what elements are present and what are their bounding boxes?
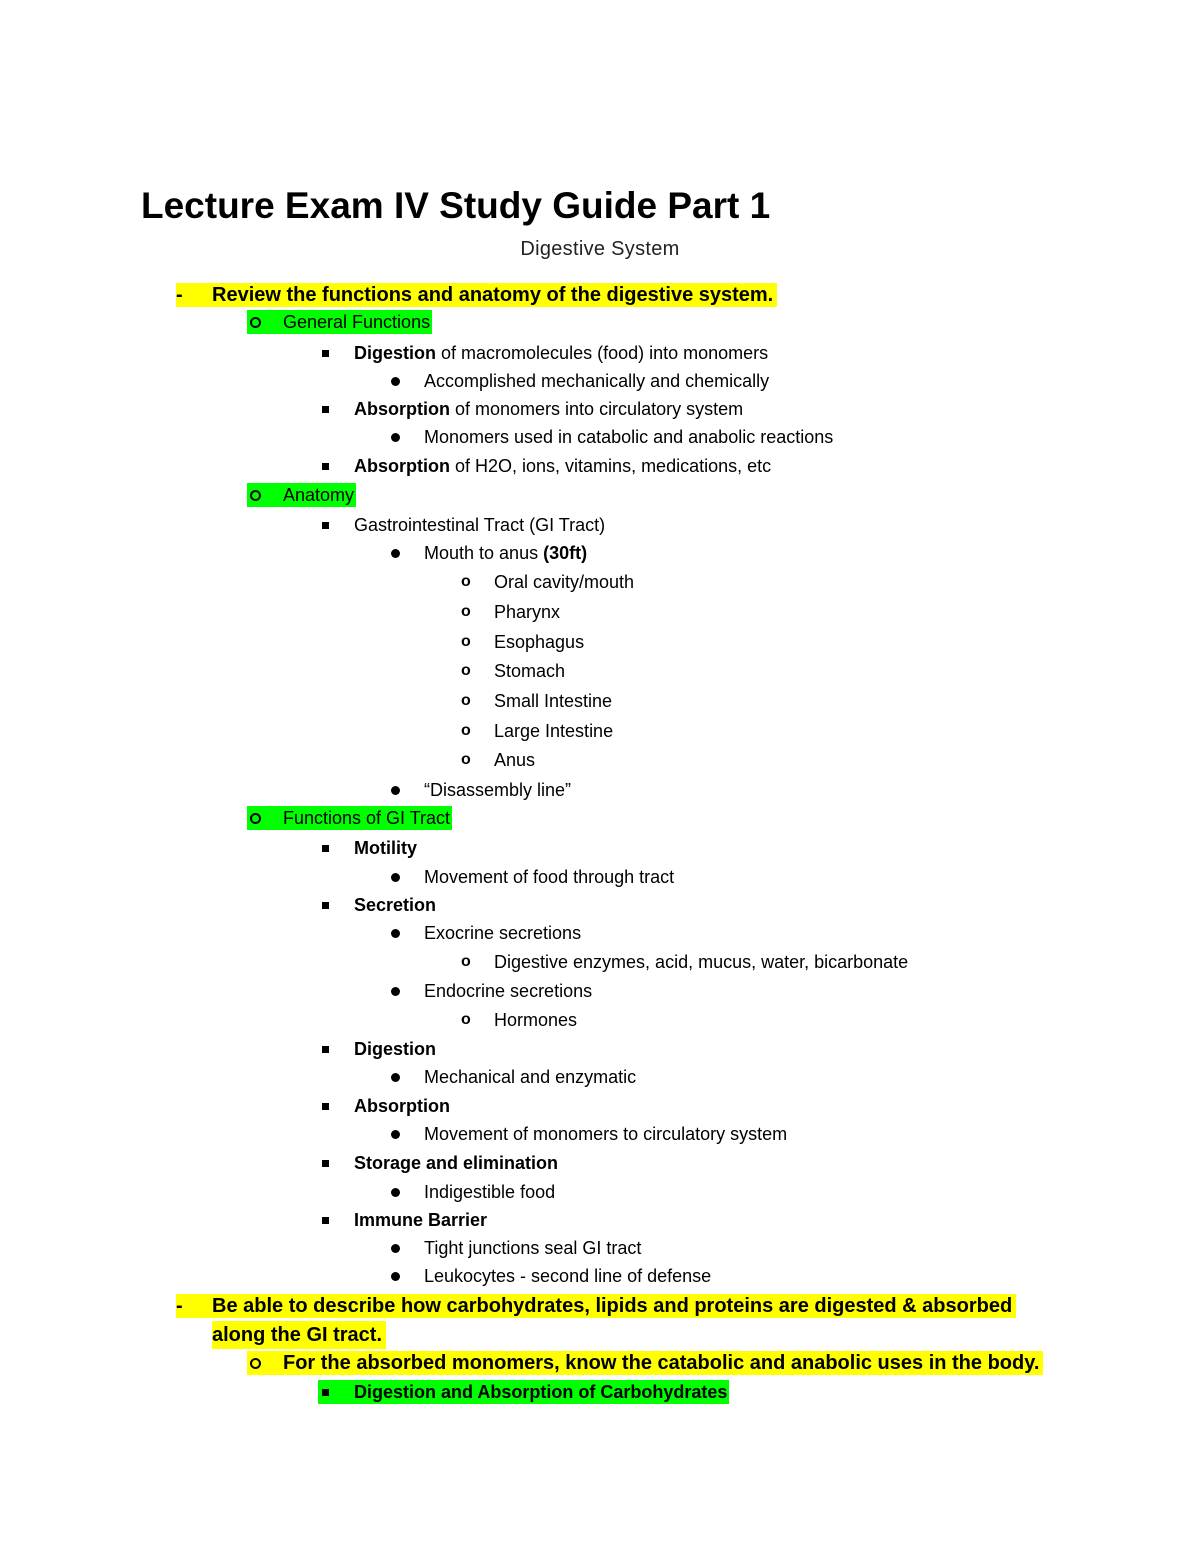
circle-bullet-icon <box>247 1358 283 1369</box>
dot-bullet-icon <box>388 433 424 442</box>
list-item <box>388 1180 555 1204</box>
list-item-text: Small Intestine <box>494 691 613 711</box>
square-bullet-icon <box>318 902 354 909</box>
list-item-text: Gastrointestinal Tract (GI Tract) <box>354 515 606 535</box>
term-bold: (30ft) <box>543 543 588 563</box>
o-bullet-icon: o <box>461 662 471 679</box>
term-bold: Immune Barrier <box>354 1210 488 1230</box>
list-item <box>318 341 768 365</box>
section-heading: Digestion and Absorption of Carbohydrates <box>354 1382 728 1402</box>
list-item-text: Pharynx <box>494 602 561 622</box>
list-item <box>388 1122 787 1146</box>
list-item-text: Tight junctions seal GI tract <box>424 1238 642 1258</box>
list-item-text: Leukocytes - second line of defense <box>424 1266 712 1286</box>
list-item-text: Hormones <box>494 1010 578 1030</box>
list-item-text: Anus <box>494 750 536 770</box>
dash-bullet-icon: - <box>176 284 183 306</box>
list-item <box>458 689 612 713</box>
list-item <box>388 865 674 889</box>
list-item-text: Oral cavity/mouth <box>494 572 635 592</box>
term-bold: Digestion <box>354 343 437 363</box>
o-bullet-icon: o <box>461 953 471 970</box>
list-item <box>318 397 743 421</box>
term-bold: digested & absorbed <box>814 1295 1013 1317</box>
list-item <box>458 719 613 743</box>
circle-bullet-icon <box>247 317 283 328</box>
list-item <box>458 950 908 974</box>
list-item <box>318 893 436 917</box>
list-item-text: Stomach <box>494 661 566 681</box>
term-bold: Secretion <box>354 895 437 915</box>
list-item-text: Mouth to anus <box>424 543 544 563</box>
term-detail: of H2O, ions, vitamins, medications, etc <box>450 456 772 476</box>
section-heading: Anatomy <box>283 485 355 505</box>
list-item <box>176 1294 1016 1318</box>
list-item <box>388 979 592 1003</box>
list-item-text: Mechanical and enzymatic <box>424 1067 637 1087</box>
dot-bullet-icon <box>388 1073 424 1082</box>
list-item-text: Monomers used in catabolic and anabolic reactions <box>424 427 834 447</box>
list-item <box>318 1094 450 1118</box>
square-bullet-icon <box>318 1103 354 1110</box>
list-item <box>247 310 432 334</box>
term-bold: Digestion <box>354 1039 437 1059</box>
dot-bullet-icon <box>388 1244 424 1253</box>
term-detail: of macromolecules (food) into monomers <box>436 343 769 363</box>
list-item-text: “Disassembly line” <box>424 780 572 800</box>
list-item <box>318 836 417 860</box>
o-bullet-icon: o <box>461 603 471 620</box>
dot-bullet-icon <box>388 786 424 795</box>
list-item <box>318 454 771 478</box>
list-item-text: For the absorbed monomers, know the catabolic and anabolic uses in the body. <box>283 1352 1040 1374</box>
page-subtitle: Digestive System <box>520 238 680 260</box>
circle-bullet-icon <box>247 813 283 824</box>
list-item <box>458 630 584 654</box>
list-item <box>388 1264 711 1288</box>
list-item <box>388 425 833 449</box>
list-item <box>388 778 571 802</box>
dot-bullet-icon <box>388 929 424 938</box>
list-item-text: Indigestible food <box>424 1182 556 1202</box>
list-item <box>247 1351 1043 1375</box>
list-item <box>318 1151 558 1175</box>
list-item-text: Movement of monomers to circulatory system <box>424 1124 788 1144</box>
list-item <box>176 283 777 307</box>
list-item <box>318 1037 436 1061</box>
list-item-text: Endocrine secretions <box>424 981 593 1001</box>
list-item <box>388 1236 641 1260</box>
circle-bullet-icon <box>247 490 283 501</box>
o-bullet-icon: o <box>461 722 471 739</box>
square-bullet-icon <box>318 463 354 470</box>
list-item <box>458 748 535 772</box>
list-item-continuation: along the GI tract. <box>212 1321 386 1349</box>
list-item-text: Review the functions and anatomy of the digestive system. <box>212 284 774 306</box>
dot-bullet-icon <box>388 1272 424 1281</box>
list-item <box>458 600 560 624</box>
term-detail: of monomers into circulatory system <box>450 399 744 419</box>
o-bullet-icon: o <box>461 1011 471 1028</box>
section-heading: Functions of GI Tract <box>283 808 451 828</box>
square-bullet-icon <box>318 1046 354 1053</box>
square-bullet-icon <box>318 522 354 529</box>
list-item-text: Be able to describe how carbohydrates, lipids and proteins are <box>212 1295 815 1317</box>
dot-bullet-icon <box>388 1130 424 1139</box>
list-item <box>318 513 605 537</box>
list-item <box>388 369 769 393</box>
list-item-text: Digestive enzymes, acid, mucus, water, bicarbonate <box>494 952 909 972</box>
list-item <box>318 1380 729 1404</box>
list-item <box>458 1008 577 1032</box>
list-item-text: Large Intestine <box>494 721 614 741</box>
list-item-text: Movement of food through tract <box>424 867 675 887</box>
dot-bullet-icon <box>388 549 424 558</box>
square-bullet-icon <box>318 1389 354 1396</box>
dot-bullet-icon <box>388 987 424 996</box>
term-bold: Motility <box>354 838 417 858</box>
list-item <box>247 806 452 830</box>
square-bullet-icon <box>318 406 354 413</box>
dot-bullet-icon <box>388 873 424 882</box>
list-item <box>458 570 634 594</box>
o-bullet-icon: o <box>461 633 471 650</box>
o-bullet-icon: o <box>461 751 471 768</box>
list-item <box>388 921 581 945</box>
square-bullet-icon <box>318 1217 354 1224</box>
o-bullet-icon: o <box>461 692 471 709</box>
term-bold: Absorption <box>354 1096 450 1116</box>
square-bullet-icon <box>318 1160 354 1167</box>
list-item-text: Accomplished mechanically and chemically <box>424 371 770 391</box>
list-item-text: Esophagus <box>494 632 585 652</box>
list-item-text: Exocrine secretions <box>424 923 582 943</box>
page-title: Lecture Exam IV Study Guide Part 1 <box>141 185 771 226</box>
dash-bullet-icon: - <box>176 1295 183 1317</box>
o-bullet-icon: o <box>461 573 471 590</box>
square-bullet-icon <box>318 845 354 852</box>
dot-bullet-icon <box>388 377 424 386</box>
dot-bullet-icon <box>388 1188 424 1197</box>
list-item <box>318 1208 487 1232</box>
list-item <box>388 541 587 565</box>
term-bold: Absorption <box>354 399 450 419</box>
list-item <box>388 1065 636 1089</box>
term-bold: Absorption <box>354 456 450 476</box>
list-item <box>247 483 356 507</box>
term-bold: Storage and elimination <box>354 1153 559 1173</box>
section-heading: General Functions <box>283 312 431 332</box>
square-bullet-icon <box>318 350 354 357</box>
list-item <box>458 659 565 683</box>
